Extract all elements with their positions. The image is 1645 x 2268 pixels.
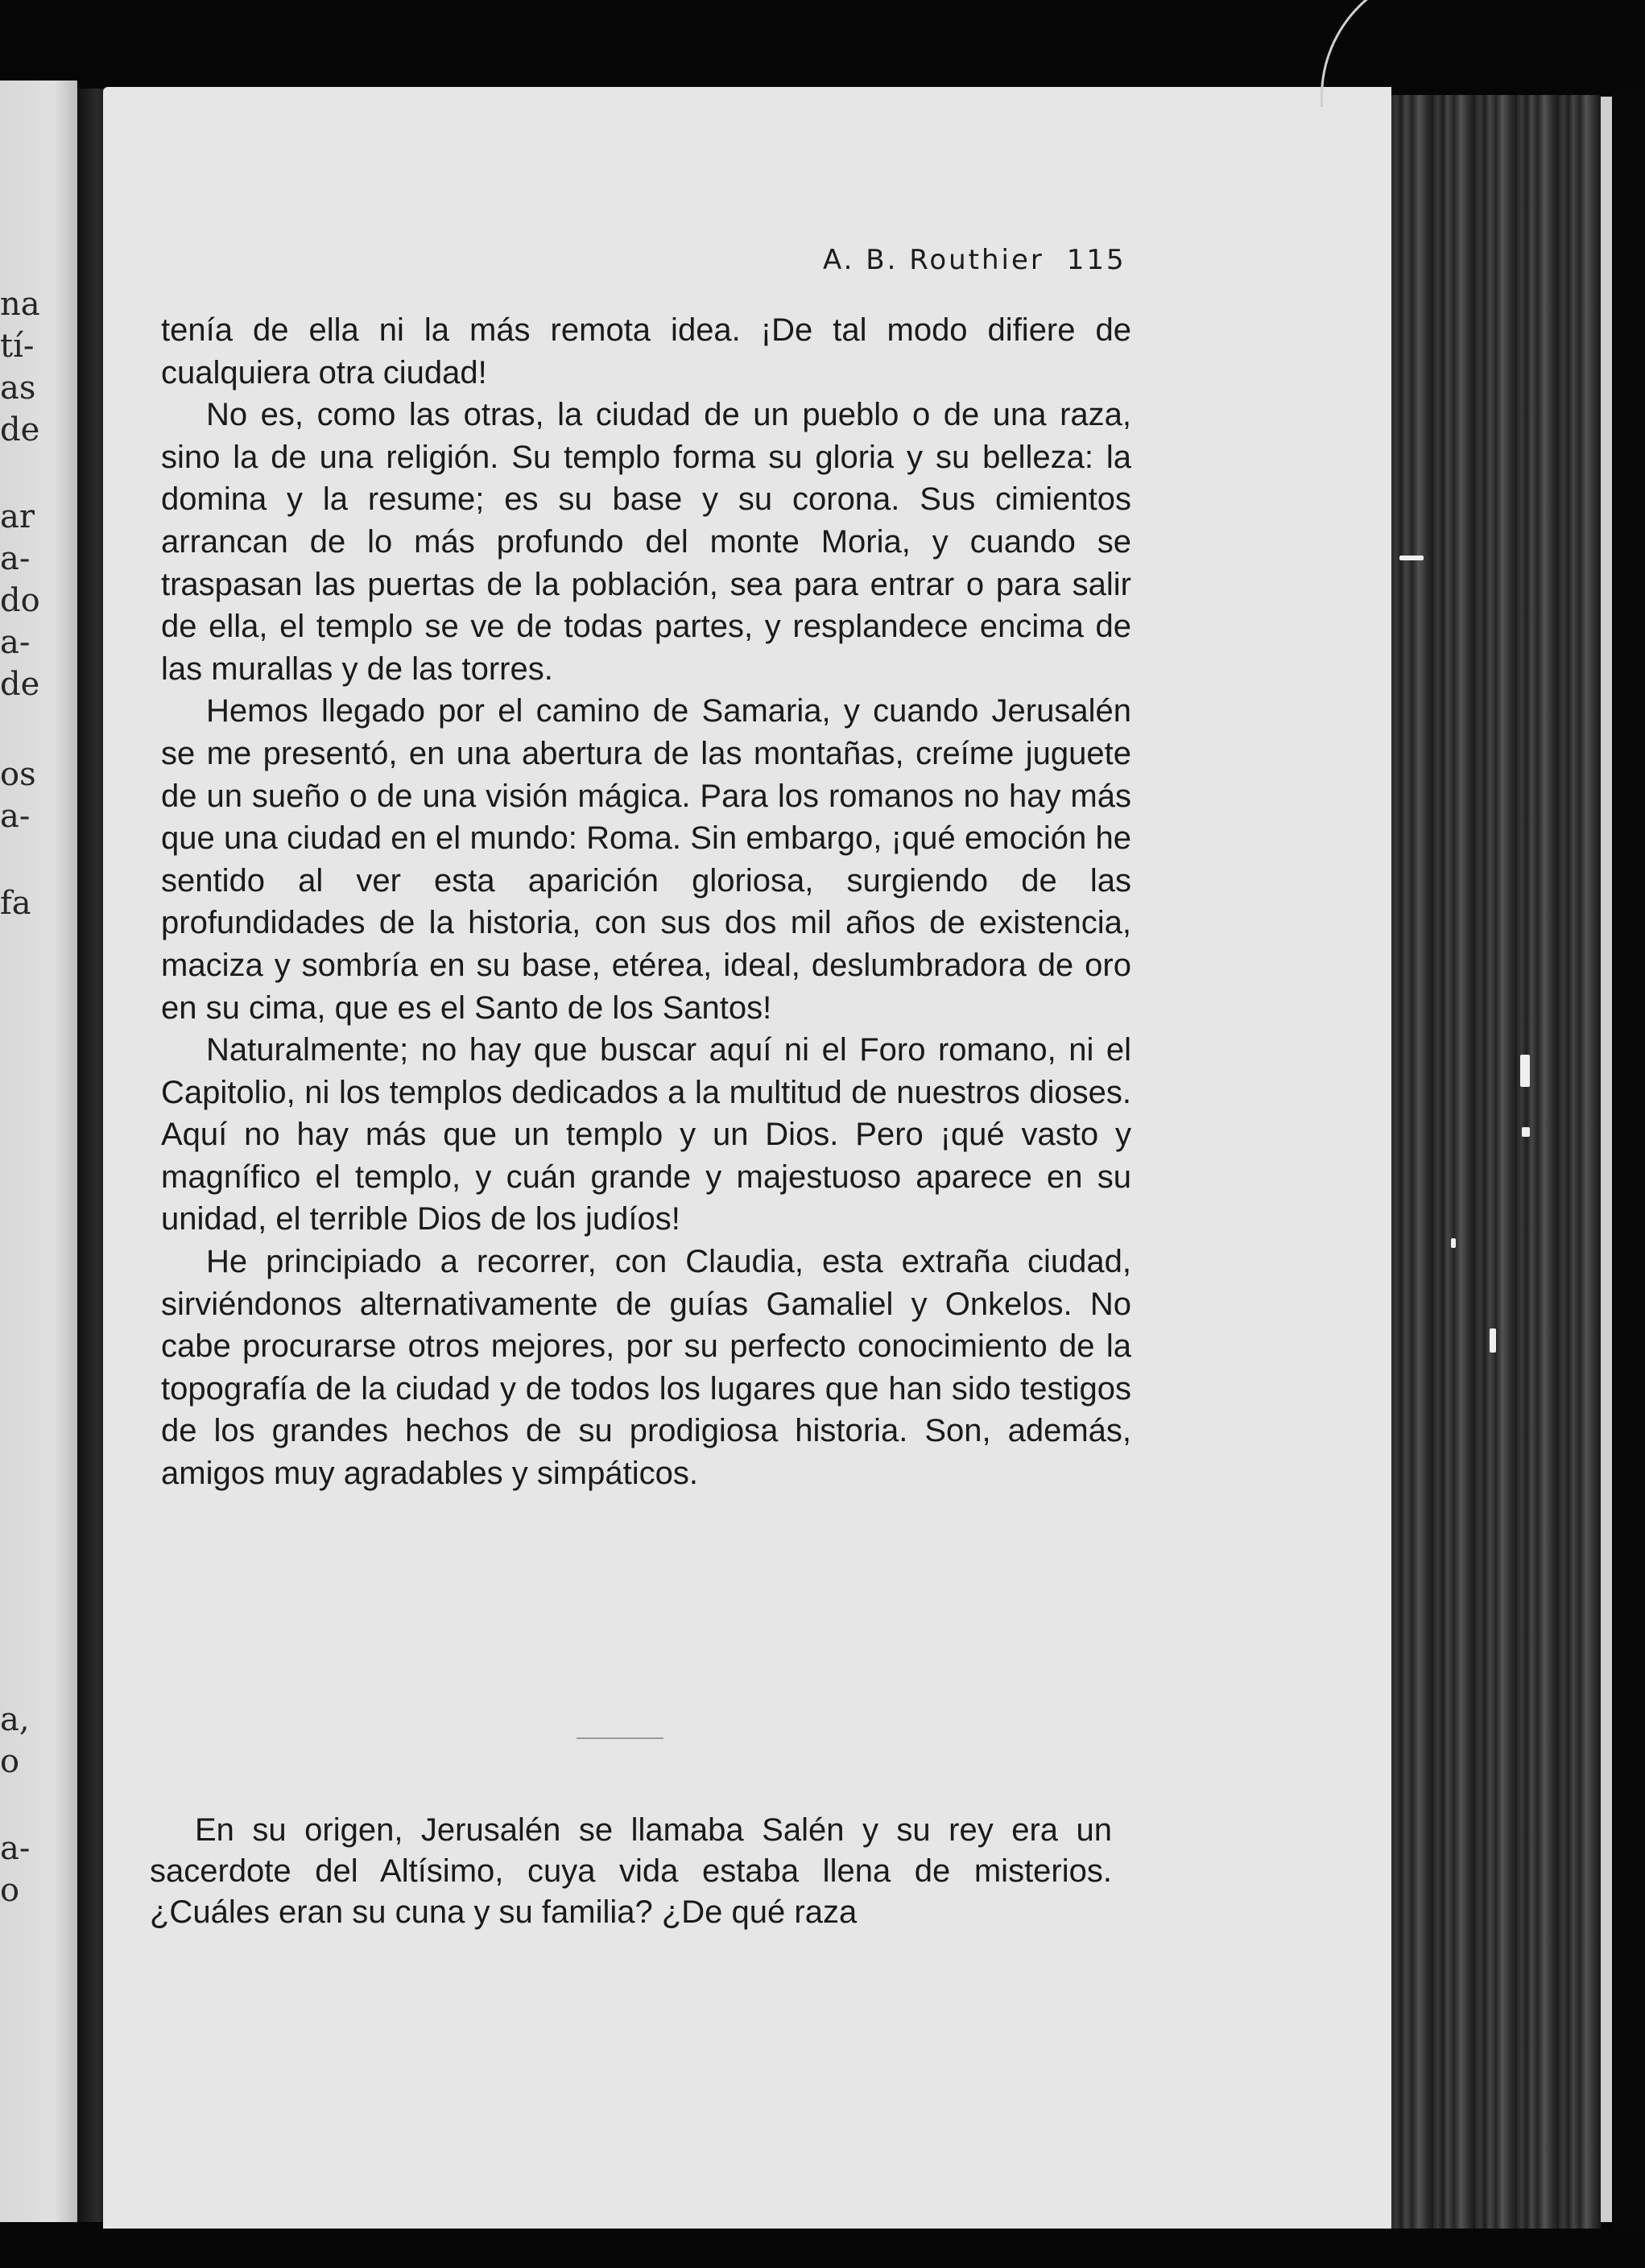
section-separator	[577, 1737, 663, 1739]
left-page-edge	[0, 81, 77, 2222]
page-number: 115	[1066, 244, 1126, 276]
left-page-fragment: ar	[0, 498, 35, 535]
left-page-fragment: os	[0, 756, 36, 793]
left-page-fragment: tí-	[0, 328, 35, 365]
paragraph: No es, como las otras, la ciudad de un pueblo o de una raza, sino la de una religión. Su templo forma su gloria y su belleza: la domina y la resume; es su base y su corona. Sus cimientos arrancan de lo más profundo del monte Moria, y cuando se traspasan las puertas de la población, sea para entrar o para salir de ella, el templo se ve de todas partes, y resplandece encima de las murallas y de las torres.	[161, 397, 1131, 687]
left-page-fragment: a-	[0, 798, 31, 835]
scan-speck	[1522, 1127, 1530, 1137]
left-page-fragment: as	[0, 370, 36, 407]
left-page-fragment: na	[0, 286, 40, 323]
left-page-fragment: o	[0, 1743, 20, 1780]
paragraph: tenía de ella ni la más remota idea. ¡De tal modo difiere de cualquiera otra ciudad!	[161, 312, 1131, 390]
scan-speck	[1451, 1238, 1456, 1248]
paragraph: He principiado a recorrer, con Claudia, esta extraña ciudad, sirviéndonos alternativamente de guías Gamaliel y Onkelos. No cabe procurarse otros mejores, por su perfecto conocimiento de la topografía de la ciudad y de todos los lugares que han sido testigos de los grandes hechos de su prodigiosa historia. Son, además, amigos muy agradables y simpáticos.	[161, 1244, 1131, 1492]
left-page-fragment: de	[0, 411, 40, 448]
body-text-section-2	[150, 1810, 1112, 1933]
body-text	[161, 309, 1131, 1495]
page-edge-strip	[1391, 95, 1601, 2229]
running-head	[823, 244, 1126, 276]
running-head-author: A. B. Routhier	[823, 244, 1044, 276]
paragraph: Hemos llegado por el camino de Samaria, y cuando Jerusalén se me presentó, en una abertura de las montañas, creíme juguete de un sueño o de una visión mágica. Para los romanos no hay más que una ciudad en el mundo: Roma. Sin embargo, ¡qué emoción he sentido al ver esta aparición gloriosa, surgiendo de las profundidades de la historia, con sus dos mil años de existencia, maciza y sombría en su base, etérea, ideal, deslumbradora de oro en su cima, que es el Santo de los Santos!	[161, 693, 1131, 1026]
scan-border-bottom	[0, 2229, 1645, 2268]
left-page-fragment: a-	[0, 624, 31, 661]
paragraph: Naturalmente; no hay que buscar aquí ni el Foro romano, ni el Capitolio, ni los templos dedicados a la multitud de nuestros dioses. Aquí no hay más que un templo y un Dios. Pero ¡qué vasto y magnífico el templo, y cuán grande y majestuoso aparece en su unidad, el terrible Dios de los judíos!	[161, 1032, 1131, 1237]
left-page-fragment: fa	[0, 885, 31, 922]
scan-speck	[1399, 556, 1424, 560]
scan-speck	[1490, 1328, 1496, 1353]
left-page-fragment: o	[0, 1872, 20, 1909]
left-page-fragment: do	[0, 582, 40, 619]
left-page-fragment: de	[0, 666, 40, 703]
scan-speck	[1520, 1055, 1530, 1087]
paper-curl	[1321, 0, 1452, 107]
page-edge-light	[1601, 97, 1612, 2222]
scan-border-right	[1612, 89, 1645, 2268]
paragraph: En su origen, Jerusalén se llamaba Salén y su rey era un sacerdote del Altísimo, cuya vida estaba llena de misterios. ¿Cuáles eran su cuna y su familia? ¿De qué raza	[150, 1812, 1112, 1930]
left-page-fragment: a-	[0, 1830, 31, 1867]
left-page-fragment: a-	[0, 540, 31, 577]
left-page-fragment: a,	[0, 1701, 30, 1738]
